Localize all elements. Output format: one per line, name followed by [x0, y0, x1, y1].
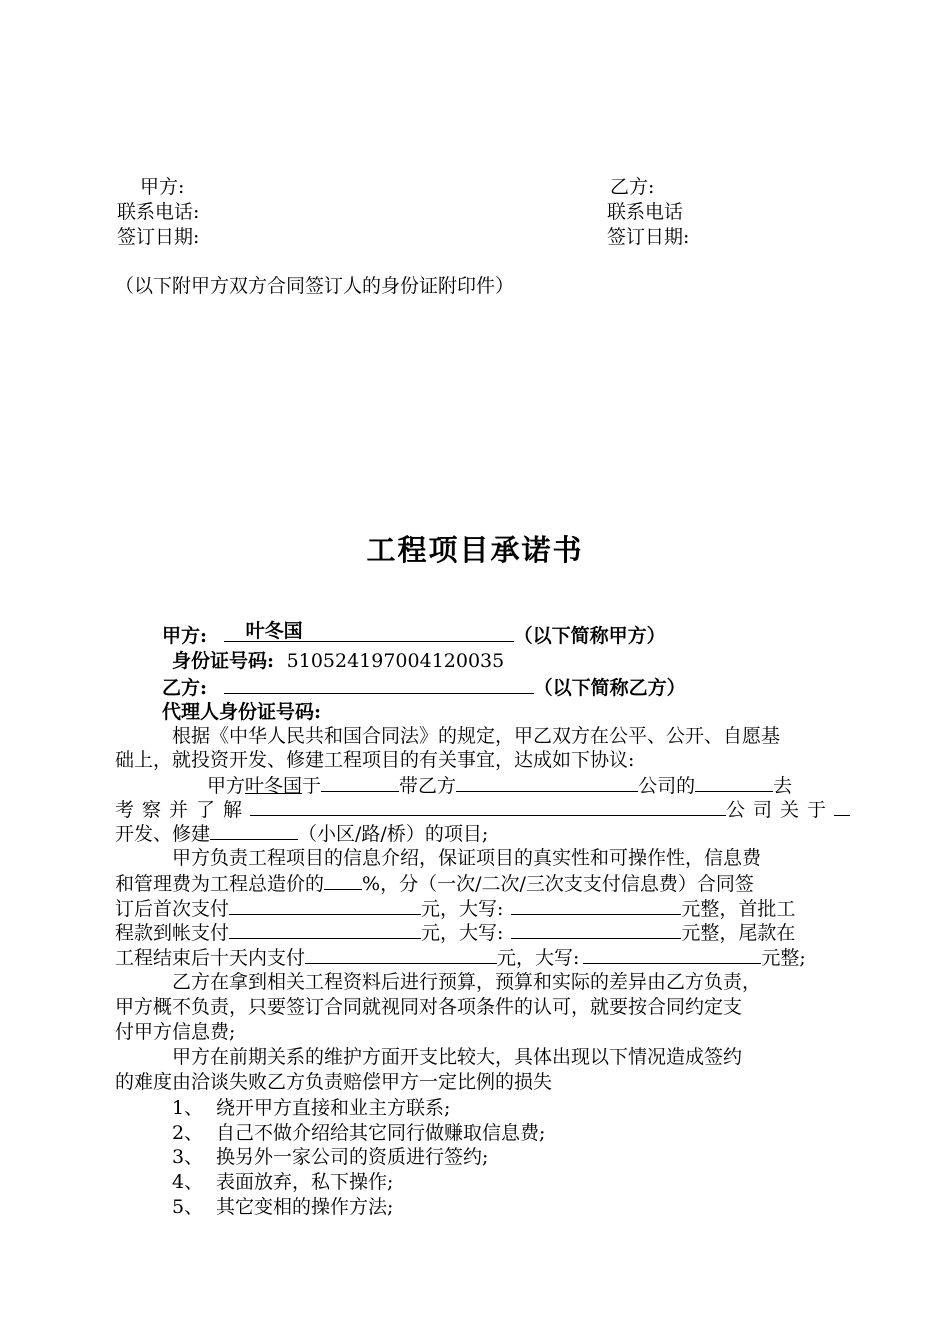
- p2-text-a: 甲方: [207, 775, 246, 797]
- p2-blank-3: [695, 773, 773, 792]
- list-item-number: 4、: [172, 1171, 204, 1193]
- p2-text-b: 于: [302, 775, 322, 797]
- paragraph-3-line-5: [115, 945, 806, 970]
- p3-percent-blank: [324, 871, 362, 890]
- p2-text-i: （小区/路/桥）的项目;: [298, 823, 489, 845]
- p2-text-c: 带乙方: [399, 775, 457, 797]
- p3-text-5a: 工程结束后十天内支付: [115, 947, 306, 969]
- p2-blank-6: [210, 821, 298, 840]
- paragraph-3-line-3: [115, 896, 795, 921]
- list-item-number: 5、: [172, 1196, 204, 1218]
- paragraph-1-line-1: 根据《中华人民共和国合同法》的规定，甲乙双方在公平、公开、自愿基: [172, 725, 781, 747]
- paragraph-5-line-2: 的难度由洽谈失败乙方负责赔偿甲方一定比例的损失: [115, 1071, 553, 1093]
- p2-text-h: 开发、修建: [115, 823, 211, 845]
- p2-text-d: 公司的: [638, 775, 696, 797]
- party-a-label: 甲方:: [162, 625, 208, 647]
- p3-text-3a: 订后首次支付: [115, 898, 230, 920]
- paragraph-2-line-3: [115, 821, 488, 846]
- p2-blank-4: [250, 797, 726, 816]
- list-item-text: 绕开甲方直接和业主方联系;: [216, 1097, 451, 1119]
- p2-text-f: 考察并了解: [115, 799, 251, 821]
- paragraph-2-line-1: [207, 773, 792, 798]
- party-a-row: [162, 620, 666, 648]
- list-item: [172, 1145, 488, 1169]
- list-item: [172, 1121, 545, 1145]
- list-item-text: 自己不做介绍给其它同行做赚取信息费;: [216, 1122, 546, 1144]
- party-b-name-field: [224, 675, 534, 694]
- p3-text-5b: 元，大写:: [497, 947, 580, 969]
- p3-text-2a: 和管理费为工程总造价的: [115, 873, 325, 895]
- party-b-row: [162, 675, 686, 700]
- p3-text-3c: 元整，首批工: [681, 898, 796, 920]
- list-item-number: 2、: [172, 1122, 204, 1144]
- p3-text-2b: %，分（一次/二次/三次支支付信息费）合同签: [362, 873, 754, 895]
- document-title: 工程项目承诺书: [366, 533, 584, 567]
- list-item-text: 表面放弃，私下操作;: [216, 1171, 394, 1193]
- paragraph-5-line-1: 甲方在前期关系的维护方面开支比较大，具体出现以下情况造成签约: [172, 1046, 743, 1068]
- list-item: [172, 1195, 393, 1219]
- id-value: 510524197004120035: [286, 650, 505, 672]
- p3-first-payment-blank: [229, 896, 421, 915]
- paragraph-1-line-2: 础上，就投资开发、修建工程项目的有关事宜，达成如下协议:: [115, 749, 635, 771]
- paragraph-3-line-4: [115, 920, 795, 945]
- party-a-name-field: [224, 620, 514, 642]
- party-b-label: 乙方:: [162, 677, 208, 699]
- paragraph-4-line-1: 乙方在拿到相关工程资料后进行预算，预算和实际的差异由乙方负责，: [172, 971, 762, 993]
- paragraph-4-line-2: 甲方概不负责，只要签订合同就视同对各项条件的认可，就要按合同约定支: [115, 996, 743, 1018]
- p3-text-5c: 元整;: [761, 947, 806, 969]
- list-item: [172, 1170, 393, 1194]
- p3-first-payment-words-blank: [511, 896, 681, 915]
- p3-second-payment-blank: [229, 920, 421, 939]
- p3-text-3b: 元，大写:: [421, 898, 504, 920]
- paragraph-3-line-1: 甲方负责工程项目的信息介绍，保证项目的真实性和可操作性，信息费: [172, 847, 762, 869]
- list-item-number: 1、: [172, 1097, 204, 1119]
- p2-blank-2: [456, 773, 638, 792]
- p3-text-4a: 程款到帐支付: [115, 922, 230, 944]
- id-label: 身份证号码:: [172, 650, 275, 672]
- p2-text-g: 公司关于: [726, 799, 835, 821]
- id-row: [172, 649, 504, 673]
- signature-date-a-label: 签订日期:: [117, 226, 200, 248]
- paragraph-2-line-2: [115, 797, 850, 822]
- p2-blank-5: [834, 797, 850, 816]
- list-item-number: 3、: [172, 1146, 204, 1168]
- paragraph-3-line-2: [115, 871, 754, 896]
- list-item: [172, 1096, 450, 1120]
- list-item-text: 换另外一家公司的资质进行签约;: [216, 1146, 489, 1168]
- p2-party-a-name: 叶冬国: [245, 775, 303, 797]
- party-a-suffix: （以下简称甲方）: [513, 625, 666, 647]
- signature-phone-a-label: 联系电话:: [117, 201, 200, 223]
- p3-second-payment-words-blank: [511, 920, 681, 939]
- paragraph-4-line-3: 付甲方信息费;: [115, 1021, 236, 1043]
- signature-party-b-label: 乙方:: [610, 176, 655, 198]
- list-item-text: 其它变相的操作方法;: [216, 1196, 394, 1218]
- p2-blank-1: [321, 773, 399, 792]
- agent-id-label: 代理人身份证号码:: [162, 701, 322, 723]
- signature-date-b-label: 签订日期:: [607, 226, 690, 248]
- p3-text-4b: 元，大写:: [421, 922, 504, 944]
- signature-phone-b-label: 联系电话: [607, 201, 684, 223]
- p3-final-payment-blank: [305, 945, 497, 964]
- p3-text-4c: 元整，尾款在: [681, 922, 796, 944]
- signature-party-a-label: 甲方:: [140, 176, 185, 198]
- p3-final-payment-words-blank: [583, 945, 761, 964]
- p2-text-e: 去: [773, 775, 793, 797]
- attachment-note: （以下附甲方双方合同签订人的身份证附印件）: [115, 275, 515, 297]
- party-b-suffix: （以下简称乙方）: [533, 677, 686, 699]
- party-a-name: 叶冬国: [245, 620, 303, 642]
